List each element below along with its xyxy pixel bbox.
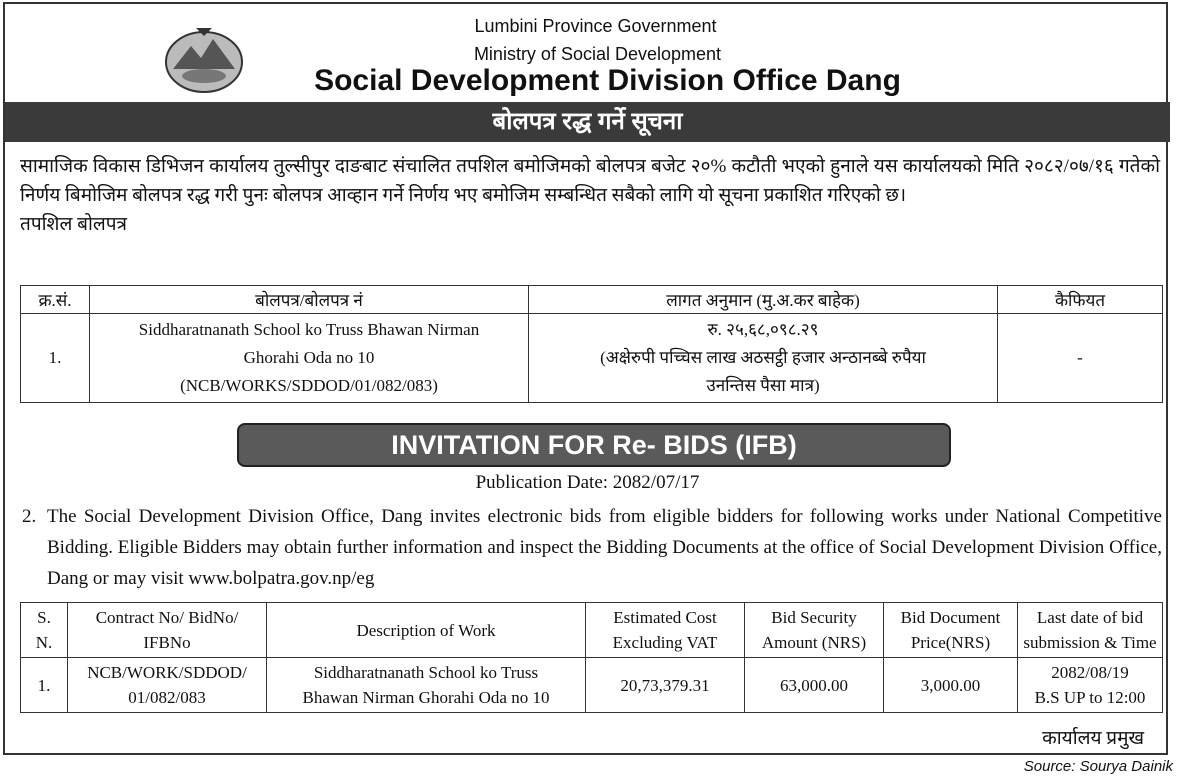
bid-name-2: Ghorahi Oda no 10 <box>243 348 375 367</box>
col-bid: बोलपत्र/बोलपत्र नं <box>90 286 529 314</box>
h-sec2: Amount (NRS) <box>761 633 867 652</box>
date-2: B.S UP to 12:00 <box>1034 688 1146 707</box>
notice-body: सामाजिक विकास डिभिजन कार्यालय तुल्सीपुर दाङबाट संचालित तपशिल बमोजिमको बोलपत्र बजेट २०% कटौती भएको हुनाले यस कार्यालयको मिति २०८२/०७/१६ गतेको निर्णय बिमोजिम बोलपत्र रद्ध गरी पुनः बोलपत्र आव्हान गर्ने निर्णय भए बमोजिम सम्बन्धित सबैको लागि यो सूचना प्रकाशित गरिएको छ। <box>20 156 1160 206</box>
h-contract2: IFBNo <box>143 633 191 652</box>
contract-2: 01/082/083 <box>128 688 206 707</box>
h-price2: Price(NRS) <box>910 633 991 652</box>
bid-name-1: Siddharatnanath School ko Truss Bhawan Nirman <box>138 320 480 339</box>
cell-cost <box>529 314 998 403</box>
h-sec1: Bid Security <box>771 608 857 627</box>
table-row <box>21 314 1163 403</box>
header-province: Lumbini Province Government <box>474 16 717 36</box>
h-contract1: Contract No/ BidNo/ <box>95 608 239 627</box>
h-date1: Last date of bid <box>1036 608 1144 627</box>
h-sn2: N. <box>35 633 53 652</box>
cell-desc <box>267 658 586 713</box>
desc-1: Siddharatnanath School ko Truss <box>313 663 539 682</box>
col-cost: लागत अनुमान (मु.अ.कर बाहेक) <box>529 286 998 314</box>
para-number: 2. <box>22 506 37 527</box>
header-ministry: Ministry of Social Development <box>473 44 722 64</box>
table-header-row <box>21 603 1163 658</box>
h-cost2: Excluding VAT <box>612 633 718 652</box>
notice-frame <box>3 2 1168 755</box>
ifb-title: INVITATION FOR Re- BIDS (IFB) <box>237 423 951 467</box>
cell-price: 3,000.00 <box>884 658 1018 713</box>
col-sn: क्र.सं. <box>21 286 90 314</box>
header-office: Social Development Division Office Dang <box>314 64 901 97</box>
col-desc: Description of Work <box>267 603 586 658</box>
date-1: 2082/08/19 <box>1051 663 1129 682</box>
cell-sn: 1. <box>21 314 90 403</box>
h-cost1: Estimated Cost <box>613 608 717 627</box>
cost-amount: रु. २५,६८,०९८.२९ <box>707 320 819 339</box>
ifb-paragraph <box>22 501 1162 594</box>
cost-words-2: उनन्तिस पैसा मात्र) <box>706 376 820 395</box>
ifb-table <box>20 602 1163 713</box>
table-caption: तपशिल बोलपत्र <box>20 214 128 235</box>
cell-bid <box>90 314 529 403</box>
col-remark: कैफियत <box>998 286 1163 314</box>
cell-contract <box>68 658 267 713</box>
notice-title: बोलपत्र रद्ध गर्ने सूचना <box>5 102 1170 142</box>
col-price <box>884 603 1018 658</box>
table-header-row <box>21 286 1163 314</box>
header <box>5 4 1170 102</box>
h-date2: submission & Time <box>1023 633 1157 652</box>
cell-cost: 20,73,379.31 <box>586 658 745 713</box>
cell-remark: - <box>998 314 1163 403</box>
col-sn <box>21 603 68 658</box>
bid-number: (NCB/WORKS/SDDOD/01/082/083) <box>180 376 438 395</box>
signature: कार्यालय प्रमुख <box>1042 728 1144 749</box>
ifb-body: The Social Development Division Office, Dang invites electronic bids from eligible bidders for following works under National Competitive Bidding. Eligible Bidders may obtain further information and inspect the Bidding Documents at the office of Social Development Division Office, Dang or may visit www.bolpatra.gov.np/eg <box>47 506 1162 589</box>
col-cost <box>586 603 745 658</box>
cancelled-bid-table <box>20 285 1163 403</box>
cost-words-1: (अक्षेरुपी पच्चिस लाख अठसट्ठी हजार अन्ठानब्बे रुपैया <box>600 348 926 367</box>
col-security <box>745 603 884 658</box>
publication-date: Publication Date: 2082/07/17 <box>475 472 700 493</box>
h-price1: Bid Document <box>900 608 1001 627</box>
notice-paragraph <box>20 152 1160 239</box>
col-date <box>1018 603 1163 658</box>
cell-date <box>1018 658 1163 713</box>
source-credit: Source: Sourya Dainik <box>1023 758 1173 775</box>
cell-security: 63,000.00 <box>745 658 884 713</box>
contract-1: NCB/WORK/SDDOD/ <box>87 663 247 682</box>
h-sn1: S. <box>37 608 51 627</box>
table-row <box>21 658 1163 713</box>
col-contract <box>68 603 267 658</box>
cell-sn: 1. <box>21 658 68 713</box>
desc-2: Bhawan Nirman Ghorahi Oda no 10 <box>302 688 550 707</box>
